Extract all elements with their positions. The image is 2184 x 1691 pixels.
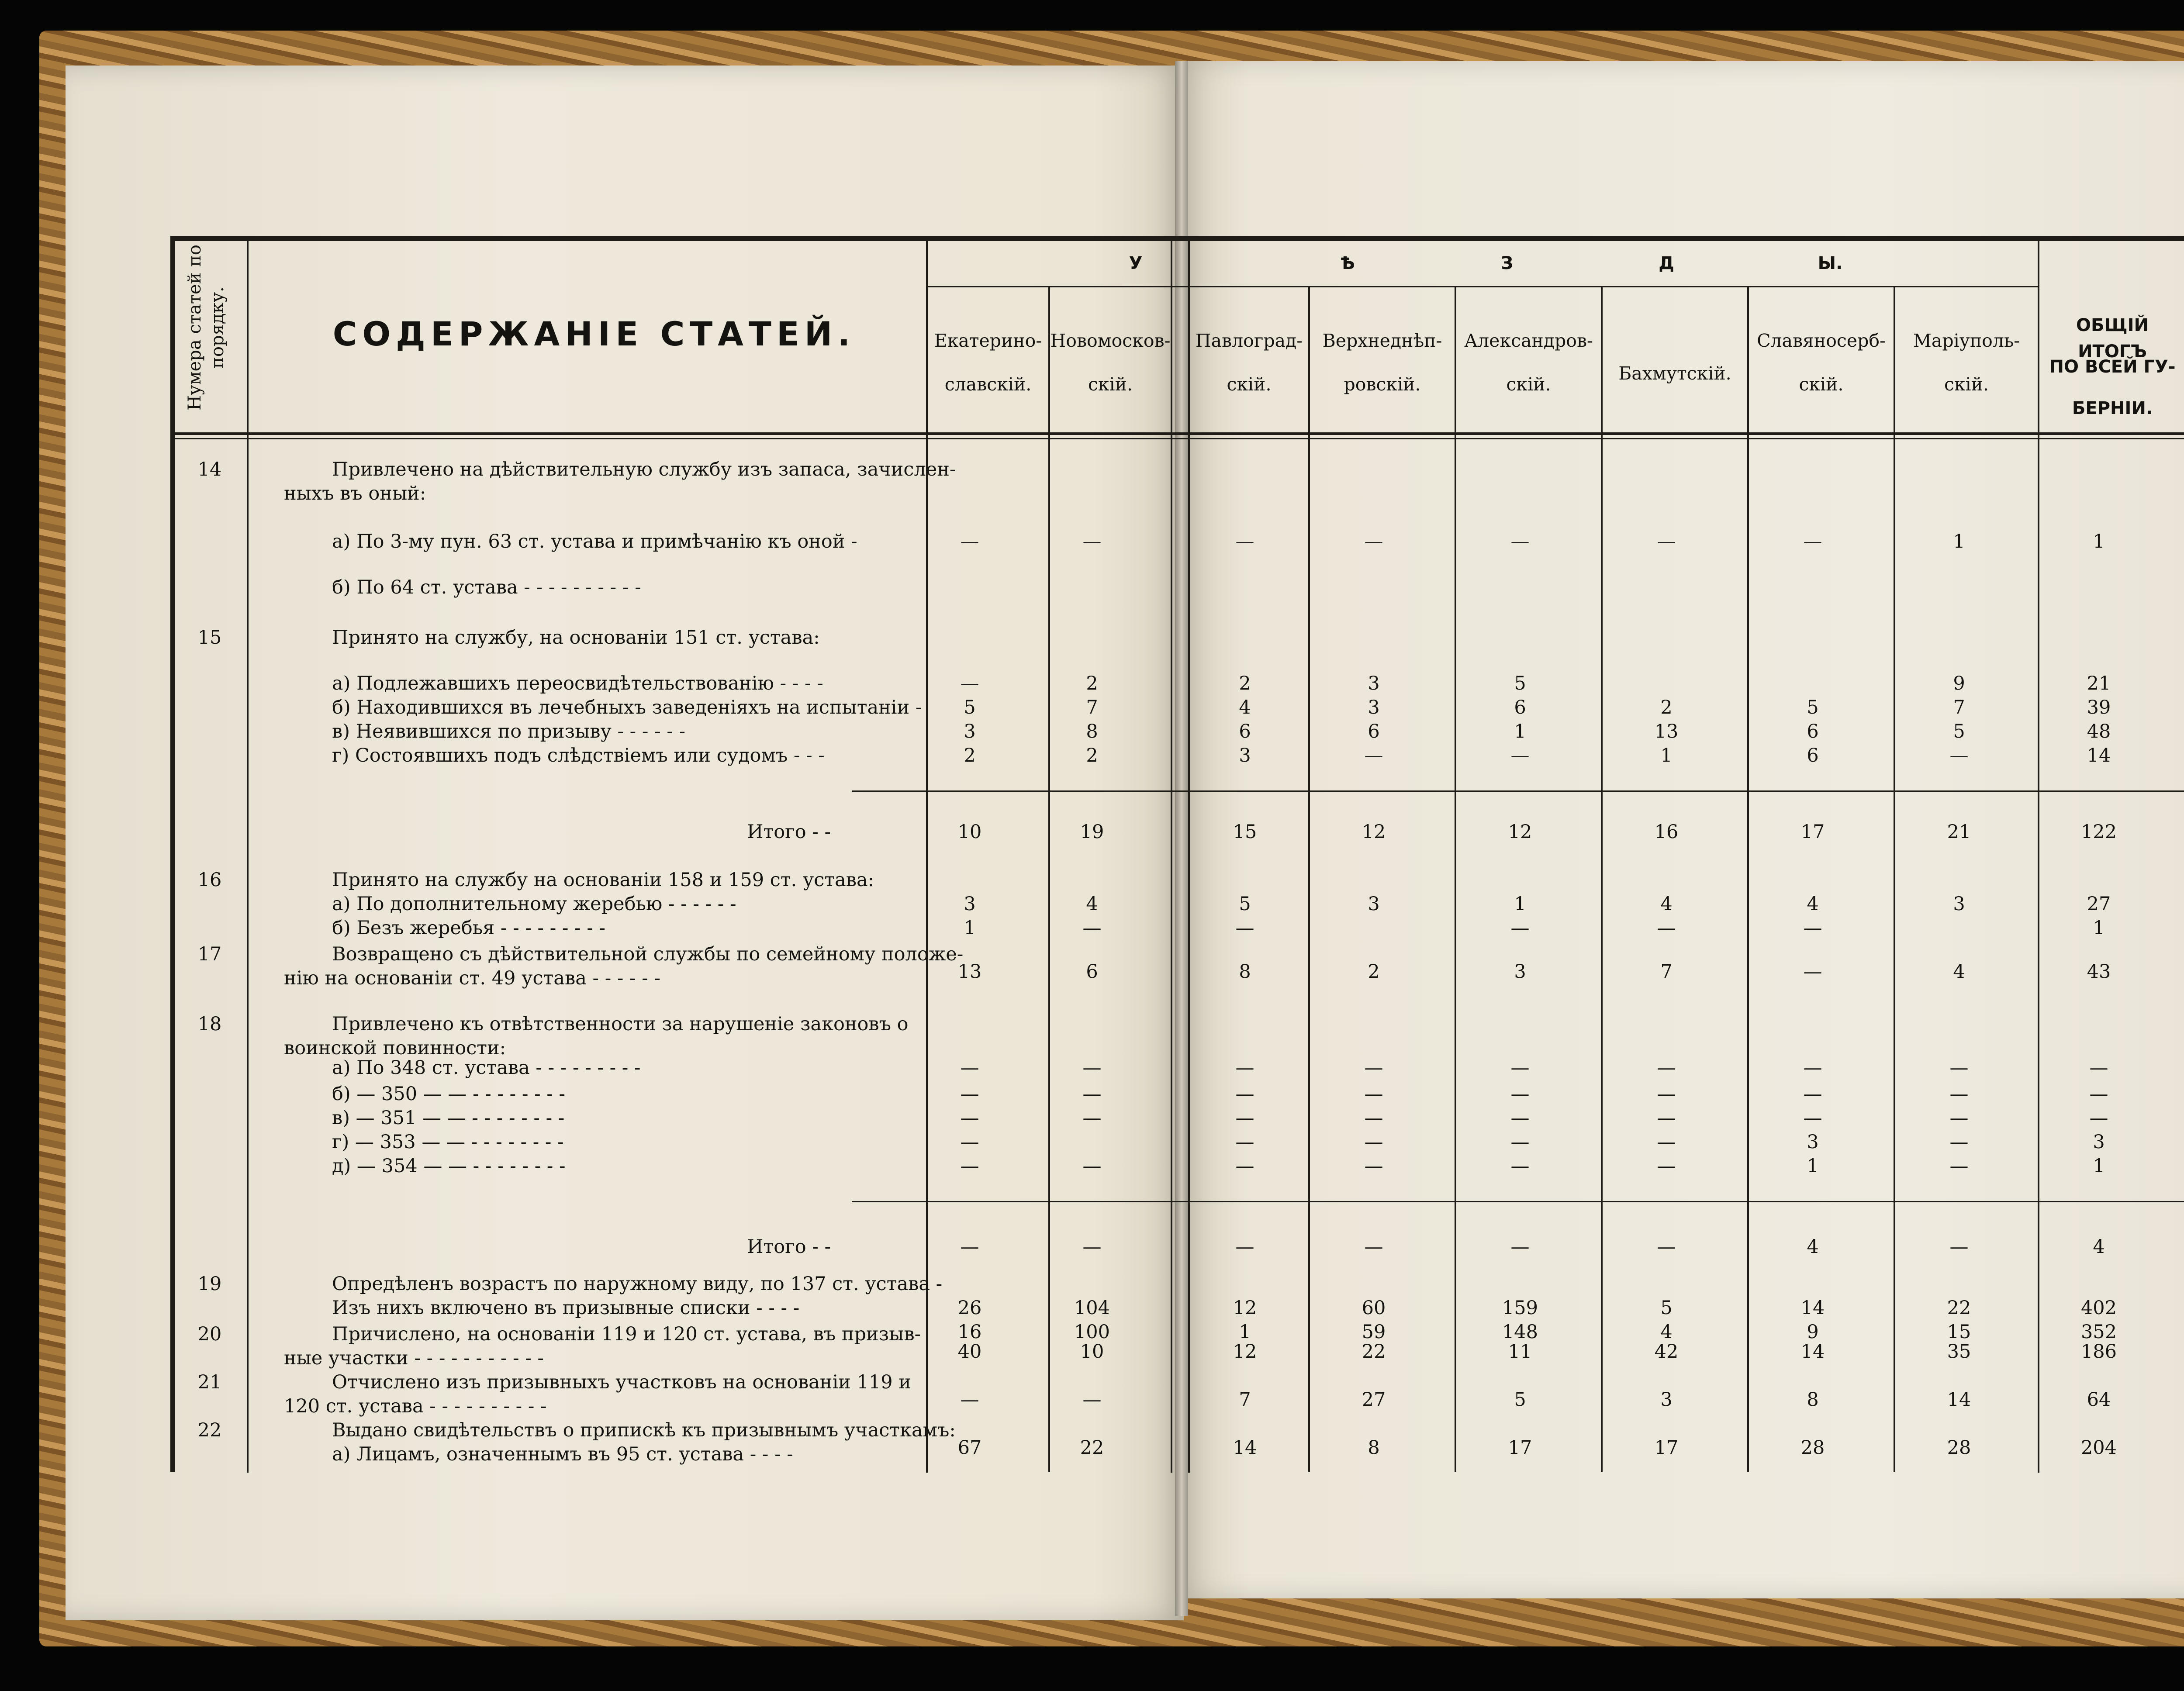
row-text: 120 ст. устава - - - - - - - - - - — [284, 1395, 547, 1417]
data-value: 6 — [1239, 721, 1251, 742]
data-value: 1 — [2093, 1155, 2105, 1177]
data-value: 7 — [1239, 1389, 1251, 1411]
row-text: д) — 354 — — - - - - - - - - — [332, 1155, 566, 1177]
row-text: а) По дополнительному жеребью - - - - - - — [332, 893, 736, 915]
data-value: — — [1235, 531, 1254, 552]
district-name: Новомосков- — [1050, 330, 1171, 351]
district-name: скій. — [1799, 374, 1844, 395]
district-name: Маріуполь- — [1913, 330, 2020, 351]
data-value: 3 — [1239, 745, 1251, 766]
data-value: 5 — [1660, 1297, 1673, 1319]
data-value: 186 — [2080, 1341, 2117, 1363]
data-value: 2 — [964, 745, 976, 766]
data-value: — — [1803, 1083, 1822, 1105]
data-value: 27 — [1362, 1389, 1386, 1411]
data-value: 3 — [1514, 961, 1526, 983]
row-text: нію на основаніи ст. 49 устава - - - - - - — [284, 967, 661, 989]
data-value: — — [960, 1389, 979, 1411]
header-bottom-rule — [170, 432, 2184, 435]
data-value: — — [1657, 1083, 1676, 1105]
data-value: 352 — [2080, 1321, 2117, 1343]
data-value: 21 — [1947, 821, 1971, 843]
data-value: — — [1949, 1155, 1969, 1177]
column-rule — [1894, 286, 1895, 1472]
data-value: 204 — [2080, 1437, 2117, 1459]
content-title: СОДЕРЖАНІЕ СТАТЕЙ. — [332, 314, 856, 353]
data-value: — — [1364, 1131, 1383, 1153]
data-value: 21 — [2087, 673, 2111, 694]
data-value: 3 — [1368, 673, 1380, 694]
data-value: 3 — [1368, 893, 1380, 915]
data-value: — — [1510, 1083, 1530, 1105]
row-text: Опредѣленъ возрастъ по наружному виду, по 137 ст. устава - — [332, 1273, 943, 1295]
data-value: 17 — [1654, 1437, 1679, 1459]
district-group-letter: З — [1500, 253, 1514, 273]
data-value: 22 — [1362, 1341, 1386, 1363]
row-text: Принято на службу на основаніи 158 и 159 ст. устава: — [332, 869, 874, 891]
district-name: скій. — [1088, 374, 1133, 395]
data-value: — — [1510, 1131, 1530, 1153]
district-name: ровскій. — [1344, 374, 1421, 395]
data-value: 5 — [1807, 697, 1819, 718]
district-group-rule — [926, 286, 2038, 287]
data-value: 60 — [1362, 1297, 1386, 1319]
data-value: 9 — [1807, 1321, 1819, 1343]
data-value: — — [960, 1236, 979, 1258]
row-text: Изъ нихъ включено въ призывные списки - - - - — [332, 1297, 800, 1319]
data-value: 2 — [1086, 673, 1098, 694]
column-rule — [1455, 286, 1456, 1472]
data-value: 3 — [964, 721, 976, 742]
data-value: — — [1657, 1155, 1676, 1177]
data-value: — — [1657, 531, 1676, 552]
data-value: 1 — [1660, 745, 1673, 766]
data-value: — — [1082, 1389, 1102, 1411]
district-name: скій. — [1506, 374, 1551, 395]
data-value: 35 — [1947, 1341, 1971, 1363]
data-value: — — [1510, 1107, 1530, 1129]
province-total-header: БЕРНІИ. — [2072, 398, 2153, 418]
district-name: Павлоград- — [1195, 330, 1303, 351]
data-value: 48 — [2087, 721, 2111, 742]
row-text: б) Находившихся въ лечебныхъ заведеніяхъ на испытаніи - — [332, 697, 922, 718]
data-value: 5 — [1953, 721, 1965, 742]
data-value: — — [960, 673, 979, 694]
data-value: 5 — [964, 697, 976, 718]
data-value: — — [1082, 1107, 1102, 1129]
data-value: 5 — [1514, 1389, 1526, 1411]
column-rule — [1048, 286, 1050, 1472]
data-value: 1 — [964, 917, 976, 939]
row-text: Привлечено на дѣйствительную службу изъ запаса, зачислен- — [332, 459, 956, 480]
district-name: Бахмутскій. — [1618, 363, 1731, 384]
data-value: — — [1949, 1057, 1969, 1079]
data-value: 15 — [1233, 821, 1257, 843]
data-value: — — [2089, 1083, 2108, 1105]
data-value: 159 — [1502, 1297, 1538, 1319]
data-value: — — [1235, 1236, 1254, 1258]
data-value: — — [1364, 1057, 1383, 1079]
data-value: — — [1510, 1057, 1530, 1079]
data-value: — — [1235, 1107, 1254, 1129]
data-value: 12 — [1362, 821, 1386, 843]
row-text: Отчислено изъ призывныхъ участковъ на основаніи 119 и — [332, 1371, 911, 1393]
data-value: 27 — [2087, 893, 2111, 915]
data-value: 14 — [1947, 1389, 1971, 1411]
data-value: 100 — [1074, 1321, 1110, 1343]
data-value: 4 — [2093, 1236, 2105, 1258]
district-group-letter: Д — [1659, 253, 1674, 273]
total-label: Итого - - — [747, 821, 831, 843]
data-value: 3 — [1953, 893, 1965, 915]
data-value: 122 — [2080, 821, 2117, 843]
district-name: Верхнеднѣп- — [1322, 330, 1442, 351]
data-value: — — [1657, 1131, 1676, 1153]
row-text: Привлечено къ отвѣтственности за нарушеніе законовъ о — [332, 1013, 909, 1035]
row-text: б) По 64 ст. устава - - - - - - - - - - — [332, 576, 641, 598]
row-number: 18 — [197, 1013, 222, 1035]
district-group-letter: Ы. — [1818, 253, 1843, 273]
row-text: г) Состоявшихъ подъ слѣдствіемъ или судомъ - - - — [332, 745, 825, 766]
data-value: 402 — [2080, 1297, 2117, 1319]
district-name: скій. — [1227, 374, 1272, 395]
district-name: скій. — [1944, 374, 1989, 395]
data-value: — — [1657, 1057, 1676, 1079]
data-value: 40 — [957, 1341, 982, 1363]
district-group-letter: Ѣ — [1340, 253, 1355, 273]
data-value: 7 — [1660, 961, 1673, 983]
data-value: 9 — [1953, 673, 1965, 694]
province-total-header: ОБЩІЙ ИТОГЪ — [2076, 315, 2149, 362]
header-bottom-rule-2 — [170, 438, 2184, 439]
data-value: 10 — [957, 821, 982, 843]
row-text: а) Подлежавшихъ переосвидѣтельствованію - - - - — [332, 673, 823, 694]
data-value: 1 — [1807, 1155, 1819, 1177]
data-value: 3 — [964, 893, 976, 915]
district-name: Екатерино- — [934, 330, 1042, 351]
data-value: 39 — [2087, 697, 2111, 718]
data-value: 8 — [1239, 961, 1251, 983]
data-value: — — [1364, 1083, 1383, 1105]
data-value: 13 — [1654, 721, 1679, 742]
data-value: 104 — [1074, 1297, 1110, 1319]
data-value: 43 — [2087, 961, 2111, 983]
data-value: — — [1803, 961, 1822, 983]
data-value: — — [2089, 1057, 2108, 1079]
data-value: — — [1082, 1236, 1102, 1258]
data-value: 14 — [1800, 1341, 1825, 1363]
data-value: 4 — [1807, 1236, 1819, 1258]
row-number: 20 — [197, 1323, 222, 1345]
row-text: Причислено, на основаніи 119 и 120 ст. устава, въ призыв- — [332, 1323, 921, 1345]
row-text: ныхъ въ оный: — [284, 483, 426, 504]
data-value: — — [960, 1107, 979, 1129]
row-text: в) — 351 — — - - - - - - - - — [332, 1107, 565, 1129]
data-value: — — [1364, 745, 1383, 766]
data-value: 17 — [1508, 1437, 1532, 1459]
data-value: 13 — [957, 961, 982, 983]
data-value: — — [1235, 1083, 1254, 1105]
data-value: — — [1364, 1155, 1383, 1177]
data-value: 67 — [957, 1437, 982, 1459]
data-value: — — [1510, 531, 1530, 552]
data-value: 4 — [1660, 893, 1673, 915]
row-text: Выдано свидѣтельствъ о припискѣ къ призывнымъ участкамъ: — [332, 1419, 956, 1441]
data-value: — — [1082, 1155, 1102, 1177]
total-label: Итого - - — [747, 1236, 831, 1258]
data-value: 12 — [1233, 1297, 1257, 1319]
data-value: — — [1082, 531, 1102, 552]
data-value: 6 — [1086, 961, 1098, 983]
data-value: 16 — [957, 1321, 982, 1343]
data-value: 1 — [1514, 721, 1526, 742]
subtotal-rule — [852, 790, 2184, 792]
data-value: — — [1235, 1131, 1254, 1153]
data-value: 8 — [1807, 1389, 1819, 1411]
row-text: Возвращено съ дѣйствительной службы по семейному положе- — [332, 943, 964, 965]
data-value: — — [1803, 1107, 1822, 1129]
row-number: 17 — [197, 943, 222, 965]
row-text: а) По 3-му пун. 63 ст. устава и примѣчанію къ оной - — [332, 531, 857, 552]
number-column-header-line: порядку. — [207, 286, 228, 369]
data-value: 1 — [1953, 531, 1965, 552]
table-left-border — [170, 236, 175, 1472]
table-top-border — [170, 236, 2184, 241]
data-value: 42 — [1654, 1341, 1679, 1363]
data-value: — — [960, 1155, 979, 1177]
content-column-rule — [247, 241, 249, 1473]
data-value: — — [1803, 917, 1822, 939]
data-value: 19 — [1080, 821, 1104, 843]
data-value: — — [1235, 1155, 1254, 1177]
data-value: 22 — [1947, 1297, 1971, 1319]
data-value: — — [1657, 1236, 1676, 1258]
district-group-letter: У — [1129, 253, 1143, 273]
data-value: 3 — [1368, 697, 1380, 718]
data-value: — — [2089, 1107, 2108, 1129]
row-text: а) По 348 ст. устава - - - - - - - - - — [332, 1057, 641, 1079]
data-value: 4 — [1807, 893, 1819, 915]
data-value: — — [1082, 1083, 1102, 1105]
row-number: 15 — [197, 627, 222, 649]
data-value: 5 — [1514, 673, 1526, 694]
data-value: 1 — [2093, 917, 2105, 939]
data-value: 3 — [1807, 1131, 1819, 1153]
data-value: 8 — [1368, 1437, 1380, 1459]
data-value: — — [1235, 917, 1254, 939]
page-split-rule — [1171, 241, 1172, 1473]
data-value: 59 — [1362, 1321, 1386, 1343]
district-name: славскій. — [944, 374, 1032, 395]
data-value: 6 — [1807, 745, 1819, 766]
data-value: 12 — [1508, 821, 1532, 843]
data-value: 4 — [1239, 697, 1251, 718]
district-name: Славяносерб- — [1757, 330, 1886, 351]
data-value: 17 — [1800, 821, 1825, 843]
data-value: 6 — [1368, 721, 1380, 742]
data-value: 2 — [1086, 745, 1098, 766]
data-value: 26 — [957, 1297, 982, 1319]
data-value: — — [1510, 1236, 1530, 1258]
row-text: ные участки - - - - - - - - - - - — [284, 1347, 544, 1369]
province-total-header: ПО ВСЕЙ ГУ- — [2049, 357, 2176, 377]
data-value: — — [1364, 1236, 1383, 1258]
row-text: воинской повинности: — [284, 1037, 506, 1059]
data-value: 4 — [1660, 1321, 1673, 1343]
data-value: 15 — [1947, 1321, 1971, 1343]
data-value: — — [960, 1083, 979, 1105]
data-value: 1 — [1514, 893, 1526, 915]
data-value: — — [1949, 1131, 1969, 1153]
data-value: — — [1510, 1155, 1530, 1177]
data-value: — — [1949, 1107, 1969, 1129]
data-value: — — [1510, 917, 1530, 939]
column-rule — [1308, 286, 1310, 1472]
data-value: 14 — [1800, 1297, 1825, 1319]
data-value: 7 — [1953, 697, 1965, 718]
data-value: — — [1949, 745, 1969, 766]
total-column-rule — [2038, 241, 2039, 1473]
data-value: 4 — [1953, 961, 1965, 983]
row-text: б) — 350 — — - - - - - - - - — [332, 1083, 565, 1105]
page-split-rule — [1188, 241, 1190, 1473]
district-name: Александров- — [1464, 330, 1593, 351]
data-value: 2 — [1368, 961, 1380, 983]
data-value: — — [1364, 531, 1383, 552]
data-value: 64 — [2087, 1389, 2111, 1411]
number-column-header — [183, 236, 229, 419]
data-value: 3 — [1660, 1389, 1673, 1411]
row-number: 22 — [197, 1419, 222, 1441]
row-text: а) Лицамъ, означеннымъ въ 95 ст. устава - - - - — [332, 1443, 793, 1465]
data-value: 6 — [1807, 721, 1819, 742]
data-value: 1 — [2093, 531, 2105, 552]
data-value: 4 — [1086, 893, 1098, 915]
data-value: — — [960, 1057, 979, 1079]
data-value: — — [960, 531, 979, 552]
data-value: 2 — [1660, 697, 1673, 718]
data-value: 28 — [1800, 1437, 1825, 1459]
data-value: — — [1657, 1107, 1676, 1129]
row-text: г) — 353 — — - - - - - - - - — [332, 1131, 564, 1153]
row-number: 19 — [197, 1273, 222, 1295]
data-value: — — [1803, 1057, 1822, 1079]
data-value: 11 — [1508, 1341, 1532, 1363]
data-value: 8 — [1086, 721, 1098, 742]
data-value: — — [1949, 1236, 1969, 1258]
data-value: — — [1082, 917, 1102, 939]
column-rule — [1747, 286, 1749, 1472]
row-number: 16 — [197, 869, 222, 891]
data-value: 6 — [1514, 697, 1526, 718]
row-text: Принято на службу, на основаніи 151 ст. устава: — [332, 627, 820, 649]
data-value: — — [1235, 1057, 1254, 1079]
row-number: 21 — [197, 1371, 222, 1393]
data-value: — — [1949, 1083, 1969, 1105]
data-value: 1 — [1239, 1321, 1251, 1343]
data-value: — — [1803, 531, 1822, 552]
column-rule — [1601, 286, 1603, 1472]
data-value: 148 — [1502, 1321, 1538, 1343]
row-number: 14 — [197, 459, 222, 480]
number-column-header-line: Нумера статей по — [185, 245, 205, 411]
data-value: 28 — [1947, 1437, 1971, 1459]
data-value: — — [1657, 917, 1676, 939]
data-value: 14 — [1233, 1437, 1257, 1459]
data-value: 2 — [1239, 673, 1251, 694]
row-text: в) Неявившихся по призыву - - - - - - — [332, 721, 686, 742]
data-value: 3 — [2093, 1131, 2105, 1153]
data-value: — — [1510, 745, 1530, 766]
data-value: 7 — [1086, 697, 1098, 718]
data-value: 5 — [1239, 893, 1251, 915]
data-value: 10 — [1080, 1341, 1104, 1363]
row-text: б) Безъ жеребья - - - - - - - - - — [332, 917, 606, 939]
data-value: — — [1082, 1057, 1102, 1079]
subtotal-rule — [852, 1201, 2184, 1202]
data-value: 12 — [1233, 1341, 1257, 1363]
data-value: 16 — [1654, 821, 1679, 843]
data-value: 14 — [2087, 745, 2111, 766]
data-value: — — [1364, 1107, 1383, 1129]
data-value: — — [960, 1131, 979, 1153]
data-value: 22 — [1080, 1437, 1104, 1459]
